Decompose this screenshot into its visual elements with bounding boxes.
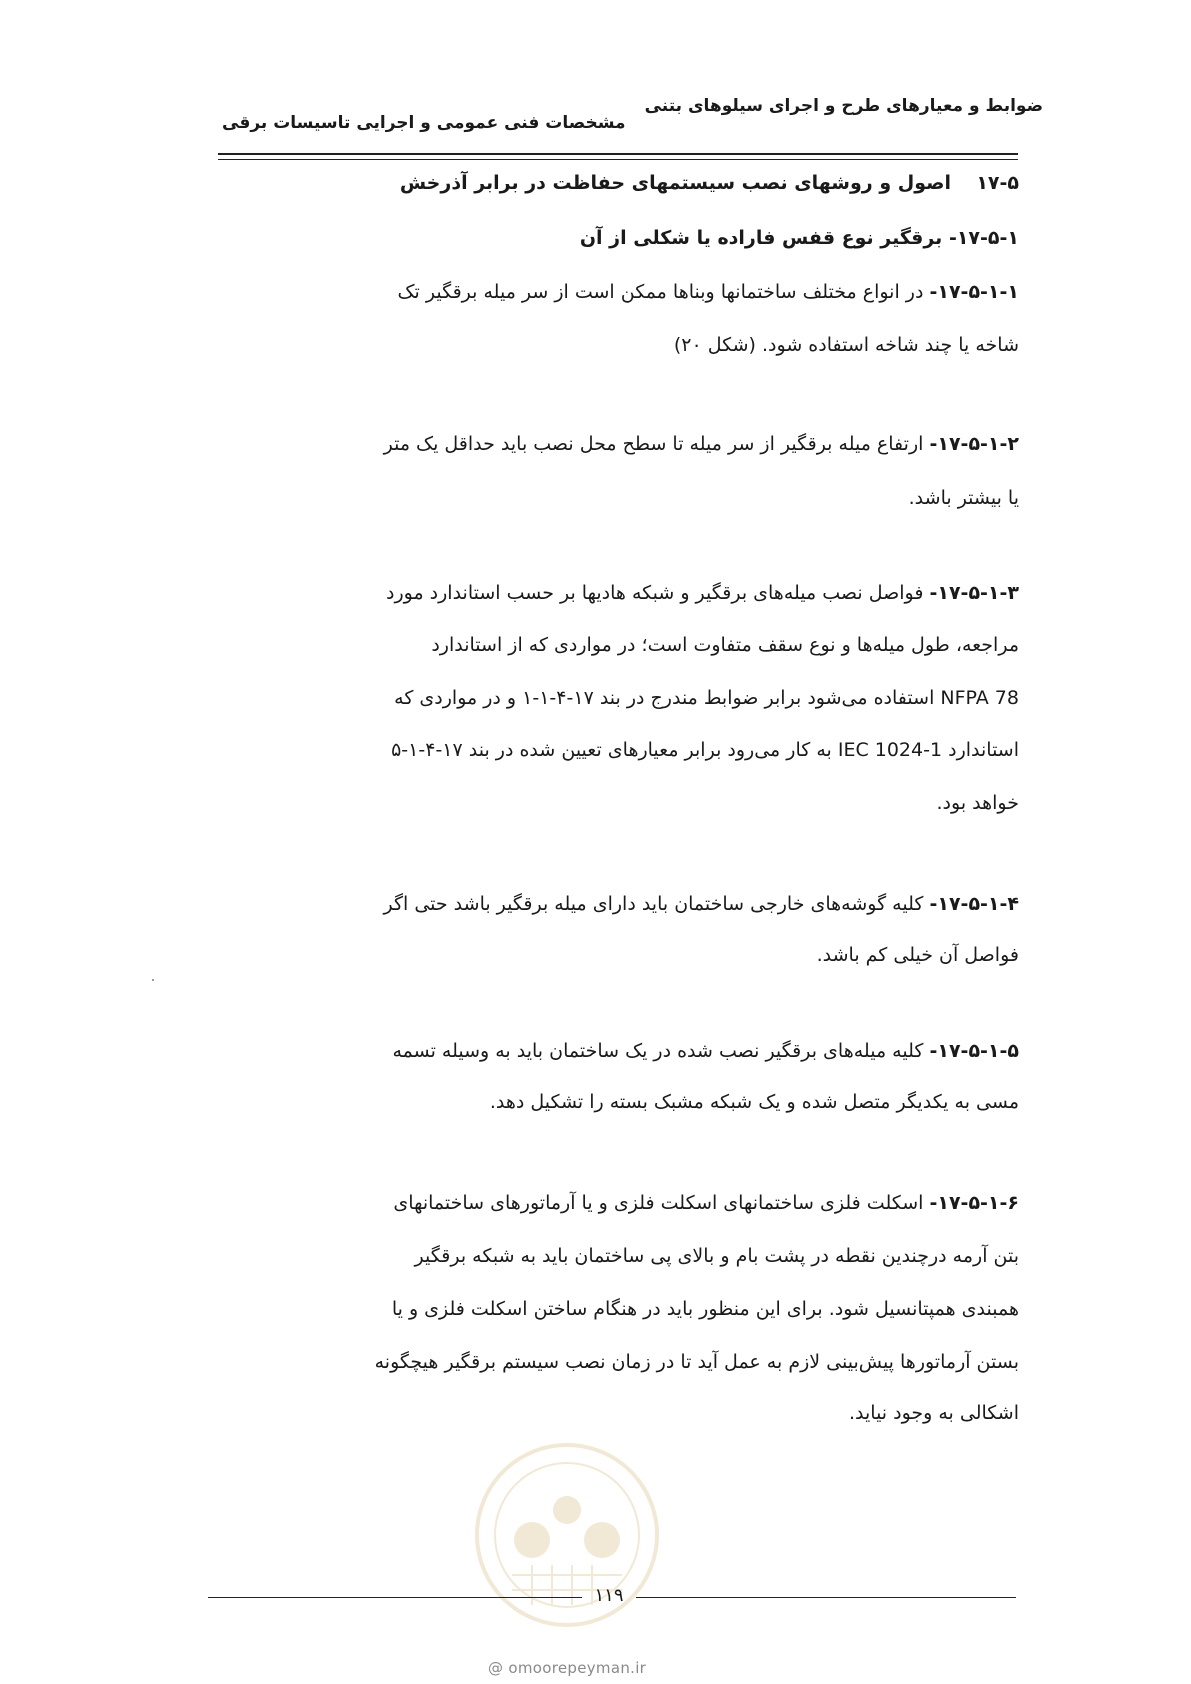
paragraph-5-line-2: مسی به یکدیگر متصل شده و یک شبکه مشبک بسته را تشکیل دهد. xyxy=(489,1091,1019,1113)
paragraph-number: ۱۷-۵-۱-۶- xyxy=(929,1192,1019,1214)
paragraph-3-line-5: خواهد بود. xyxy=(936,792,1019,814)
paragraph-3-line-1 xyxy=(222,582,1019,604)
paragraph-6-line-3: همبندی همپتانسیل شود. برای این منظور باید در هنگام ساختن اسکلت فلزی و یا xyxy=(391,1298,1019,1320)
paragraph-4-line-2: فواصل آن خیلی کم باشد. xyxy=(816,944,1019,966)
section-title: اصول و روشهای نصب سیستمهای حفاظت در برابر آذرخش xyxy=(399,172,952,194)
paragraph-text: کلیه گوشه‌های خارجی ساختمان باید دارای میله برقگیر باشد حتی اگر xyxy=(383,893,924,915)
paragraph-3-line-2: مراجعه، طول میله‌ها و نوع سقف متفاوت است؛ در مواردی که از استاندارد xyxy=(431,634,1019,656)
watermark-url-text: omoorepeyman.ir xyxy=(508,1659,647,1677)
footer-rule-right xyxy=(636,1597,1016,1598)
paragraph-number: ۱۷-۵-۱-۱- xyxy=(929,281,1019,303)
paragraph-3-line-3: NFPA 78 استفاده می‌شود برابر ضوابط مندرج در بند ۱۷-۴-۱-۱ و در مواردی که xyxy=(394,687,1019,709)
paragraph-number: ۱۷-۵-۱-۵- xyxy=(929,1040,1019,1062)
footer-rule-left xyxy=(208,1597,582,1598)
paragraph-2-line-1 xyxy=(222,433,1019,455)
paragraph-6-line-1 xyxy=(222,1192,1019,1214)
running-header-right: ضوابط و معیارهای طرح و اجرای سیلوهای بتنی xyxy=(644,96,1043,116)
paragraph-2-line-2: یا بیشتر باشد. xyxy=(908,487,1019,509)
header-rule-thin xyxy=(218,159,1018,160)
paragraph-number: ۱۷-۵-۱-۳- xyxy=(929,582,1019,604)
paragraph-5-line-1 xyxy=(222,1040,1019,1062)
running-header-left: مشخصات فنی عمومی و اجرایی تاسیسات برقی xyxy=(222,113,626,133)
watermark-url: @ omoorepeyman.ir xyxy=(488,1659,647,1677)
paragraph-1-line-2: شاخه یا چند شاخه استفاده شود. (شکل ۲۰) xyxy=(673,334,1019,356)
paragraph-4-line-1 xyxy=(222,893,1019,915)
paragraph-6-line-4: بستن آرماتورها پیش‌بینی لازم به عمل آید تا در زمان نصب سیستم برقگیر هیچگونه xyxy=(374,1351,1019,1373)
header-rule-thick xyxy=(218,153,1018,155)
paragraph-text: در انواع مختلف ساختمانها وبناها ممکن است از سر میله برقگیر تک xyxy=(397,281,924,303)
paragraph-number: ۱۷-۵-۱-۴- xyxy=(929,893,1019,915)
section-number: ۱۷-۵ xyxy=(976,172,1019,194)
subsection-heading xyxy=(222,227,1019,249)
subsection-title: برقگیر نوع قفس فاراده یا شکلی از آن xyxy=(579,227,943,249)
paragraph-1-line-1 xyxy=(222,281,1019,303)
scan-speck xyxy=(152,979,154,981)
paragraph-3-line-4: استاندارد IEC 1024-1 به کار می‌رود برابر معیارهای تعیین شده در بند ۱۷-۴-۱-۵ xyxy=(391,739,1019,761)
paragraph-text: فواصل نصب میله‌های برقگیر و شبکه هادیها بر حسب استاندارد مورد xyxy=(386,582,924,604)
section-heading xyxy=(222,172,1019,194)
paragraph-number: ۱۷-۵-۱-۲- xyxy=(929,433,1019,455)
paragraph-6-line-2: بتن آرمه درچندین نقطه در پشت بام و بالای پی ساختمان باید به شبکه برقگیر xyxy=(414,1245,1019,1267)
paragraph-text: ارتفاع میله برقگیر از سر میله تا سطح محل نصب باید حداقل یک متر xyxy=(383,433,924,455)
paragraph-6-line-5: اشکالی به وجود نیاید. xyxy=(848,1402,1019,1424)
paragraph-text: کلیه میله‌های برقگیر نصب شده در یک ساختمان باید به وسیله تسمه xyxy=(392,1040,924,1062)
subsection-number: ۱۷-۵-۱- xyxy=(948,227,1019,249)
page-number: ۱۱۹ xyxy=(594,1585,624,1606)
paragraph-text: اسکلت فلزی ساختمانهای اسکلت فلزی و یا آرماتورهای ساختمانهای xyxy=(393,1192,924,1214)
